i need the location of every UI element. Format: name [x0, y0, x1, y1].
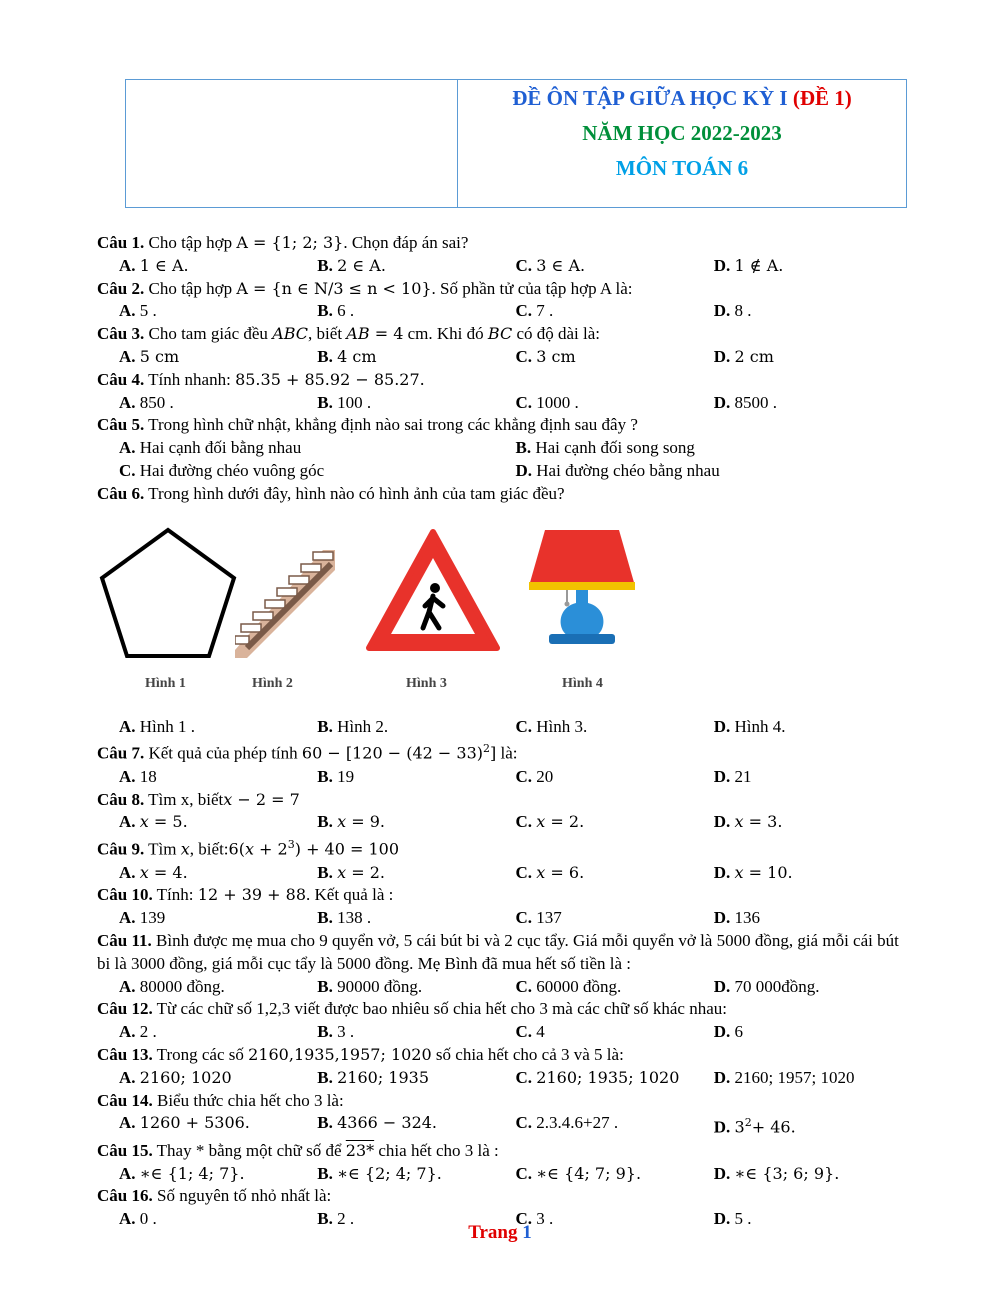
option-a: A. 80000 đồng.	[119, 976, 225, 996]
option-a: A. 5 cm	[119, 346, 180, 366]
option-d: D. 5 .	[713, 1209, 752, 1229]
option-d: D. 8 .	[713, 301, 752, 321]
option-b: B. 4366 − 324.	[317, 1113, 438, 1133]
options-11	[97, 976, 912, 999]
options-15	[97, 1163, 912, 1186]
option-d: D. Hai đường chéo bằng nhau	[515, 460, 720, 480]
option-b: B. 138 .	[317, 908, 372, 928]
exam-title: ĐỀ ÔN TẬP GIỮA HỌC KỲ I (ĐỀ 1)	[512, 86, 852, 110]
options-5-row1	[97, 437, 912, 460]
option-a: A. 2 .	[119, 1022, 157, 1042]
caption-figure-1: Hình 1	[145, 675, 186, 691]
option-b: B. ∗∈ {2; 4; 7}.	[317, 1163, 442, 1183]
caption-figure-4: Hình 4	[562, 675, 603, 691]
option-c: C. Hai đường chéo vuông góc	[119, 460, 325, 480]
subject: MÔN TOÁN 6	[615, 156, 749, 180]
option-d: D. 21	[713, 766, 752, 786]
options-9	[97, 862, 912, 885]
question-10: Câu 10. Tính: 12 + 39 + 88. Kết quả là :	[97, 885, 394, 905]
option-a: A. 0 .	[119, 1209, 157, 1229]
school-year: NĂM HỌC 2022-2023	[582, 121, 782, 145]
options-7	[97, 766, 912, 789]
caption-figure-2: Hình 2	[252, 675, 293, 691]
option-d: D. 6	[713, 1022, 744, 1042]
options-5-row2	[97, 460, 912, 483]
option-a: A. 5 .	[119, 301, 157, 321]
option-c: C. ∗∈ {4; 7; 9}.	[515, 1163, 642, 1183]
option-b: B. 3 .	[317, 1022, 355, 1042]
option-d: D. 70 000đồng.	[713, 976, 820, 996]
lamp-figure	[527, 524, 637, 654]
question-12: Câu 12. Từ các chữ số 1,2,3 viết được bao nhiêu số chia hết cho 3 mà các chữ số khác nhau:	[97, 999, 727, 1019]
option-a: A. Hai cạnh đối bằng nhau	[119, 438, 302, 458]
options-8	[97, 811, 912, 834]
option-c: C. 2160; 1935; 1020	[515, 1067, 680, 1087]
page-footer: Trang 1	[468, 1222, 532, 1243]
option-d: D. $3^2+ 46$.	[713, 1116, 796, 1138]
option-b: B. Hai cạnh đối song song	[515, 438, 695, 458]
option-a: A. 2160; 1020	[119, 1067, 232, 1087]
option-c: C. x = 6.	[515, 862, 585, 882]
page-number: 1	[522, 1222, 532, 1243]
option-d: D. Hình 4.	[713, 716, 786, 736]
question-3: Câu 3. Cho tam giác đều ABC, biết AB = 4 cm. Khi đó BC có độ dài là:	[97, 324, 601, 344]
question-4: Câu 4. Tính nhanh: 85.35 + 85.92 − 85.27.	[97, 369, 425, 389]
option-a: A. x = 4.	[119, 862, 188, 882]
option-a: A. 139	[119, 908, 166, 928]
question-14: Câu 14. Biểu thức chia hết cho 3 là:	[97, 1090, 344, 1110]
pentagon-figure	[97, 522, 239, 664]
option-d: D. ∗∈ {3; 6; 9}.	[713, 1163, 840, 1183]
option-c: C. 7 .	[515, 301, 554, 321]
option-d: D. 2 cm	[713, 346, 774, 366]
header-left-cell	[126, 80, 458, 207]
option-c: C. 3 ∈ A.	[515, 255, 586, 275]
options-1	[97, 255, 912, 278]
options-4	[97, 392, 912, 415]
option-a: A. 18	[119, 766, 157, 786]
options-10	[97, 907, 912, 930]
option-d: D. 1 ∉ A.	[713, 255, 784, 275]
caption-figure-3: Hình 3	[406, 675, 447, 691]
question-list	[97, 232, 912, 1231]
option-c: C. 137	[515, 908, 562, 928]
pedestrian-sign-figure	[363, 526, 503, 656]
staircase-figure	[235, 550, 335, 660]
option-b: B. 6 .	[317, 301, 355, 321]
option-a: A. 1 ∈ A.	[119, 255, 189, 275]
header-box	[125, 79, 907, 208]
option-a: A. 1260 + 5306.	[119, 1113, 250, 1133]
option-a: A. ∗∈ {1; 4; 7}.	[119, 1163, 245, 1183]
options-2	[97, 300, 912, 323]
option-b: B. x = 2.	[317, 862, 385, 882]
header-right-cell	[458, 80, 906, 207]
option-c: C. 60000 đồng.	[515, 976, 622, 996]
question-13: Câu 13. Trong các số 2160,1935,1957; 1020 số chia hết cho cả 3 và 5 là:	[97, 1045, 624, 1065]
question-8: Câu 8. Tìm x, biếtx − 2 = 7	[97, 789, 300, 809]
question-9: Câu 9. Tìm x, biết:6(x + $2^3) + 40 = 100$	[97, 838, 400, 859]
question-11: Câu 11. Bình được mẹ mua cho 9 quyển vở, 5 cái bút bi và 2 cục tẩy. Giá mỗi quyển vở là 5000 đồng, giá mỗi cái bút bi là 3000 đồng, giá mỗi cục tẩy là 5000 đồng. Mẹ Bình đã mua hết số tiền là :	[97, 931, 899, 973]
option-c: C. 3 cm	[515, 346, 576, 366]
question-15: Câu 15. Thay * bằng một chữ số để 23* chia hết cho 3 là :	[97, 1140, 499, 1160]
option-b: B. 2 ∈ A.	[317, 255, 386, 275]
option-c: C. 20	[515, 766, 554, 786]
option-b: B. Hình 2.	[317, 716, 389, 736]
option-b: B. x = 9.	[317, 812, 385, 832]
option-c: C. 3 .	[515, 1209, 554, 1229]
option-a: A. 850 .	[119, 392, 174, 412]
question-7: Câu 7. Kết quả của phép tính $60 - [120 - (42 - 33)^2]$ là:	[97, 742, 518, 764]
option-d: D. 136	[713, 908, 761, 928]
options-13	[97, 1067, 912, 1090]
option-b: B. 90000 đồng.	[317, 976, 423, 996]
option-c: C. 4	[515, 1022, 545, 1042]
options-3	[97, 346, 912, 369]
option-c: C. 1000 .	[515, 392, 579, 412]
options-14	[97, 1112, 912, 1139]
question-16: Câu 16. Số nguyên tố nhỏ nhất là:	[97, 1186, 332, 1206]
option-a: A. x = 5.	[119, 812, 188, 832]
options-12	[97, 1021, 912, 1044]
option-d: D. x = 10.	[713, 862, 793, 882]
option-b: B. 4 cm	[317, 346, 377, 366]
option-c: C. x = 2.	[515, 812, 585, 832]
question-1: Câu 1. Cho tập hợp A = {1; 2; 3}. Chọn đáp án sai?	[97, 233, 469, 252]
option-d: D. 2160; 1957; 1020	[713, 1067, 855, 1087]
question-6: Câu 6. Trong hình dưới đây, hình nào có hình ảnh của tam giác đều?	[97, 483, 565, 503]
question-2: Câu 2. Cho tập hợp A = {n ∈ N/3 ≤ n < 10}. Số phần tử của tập hợp A là:	[97, 278, 633, 298]
question-5: Câu 5. Trong hình chữ nhật, khẳng định nào sai trong các khẳng định sau đây ?	[97, 415, 638, 435]
option-b: B. 2160; 1935	[317, 1067, 430, 1087]
option-d: D. x = 3.	[713, 812, 783, 832]
options-6	[97, 716, 912, 739]
option-c: C. Hình 3.	[515, 716, 588, 736]
option-b: B. 100 .	[317, 392, 372, 412]
option-b: B. 19	[317, 766, 355, 786]
option-a: A. Hình 1 .	[119, 716, 196, 736]
option-b: B. 2 .	[317, 1209, 355, 1229]
option-d: D. 8500 .	[713, 392, 778, 412]
figure-row	[97, 506, 912, 716]
option-c: C. 2.3.4.6+27 .	[515, 1113, 619, 1133]
